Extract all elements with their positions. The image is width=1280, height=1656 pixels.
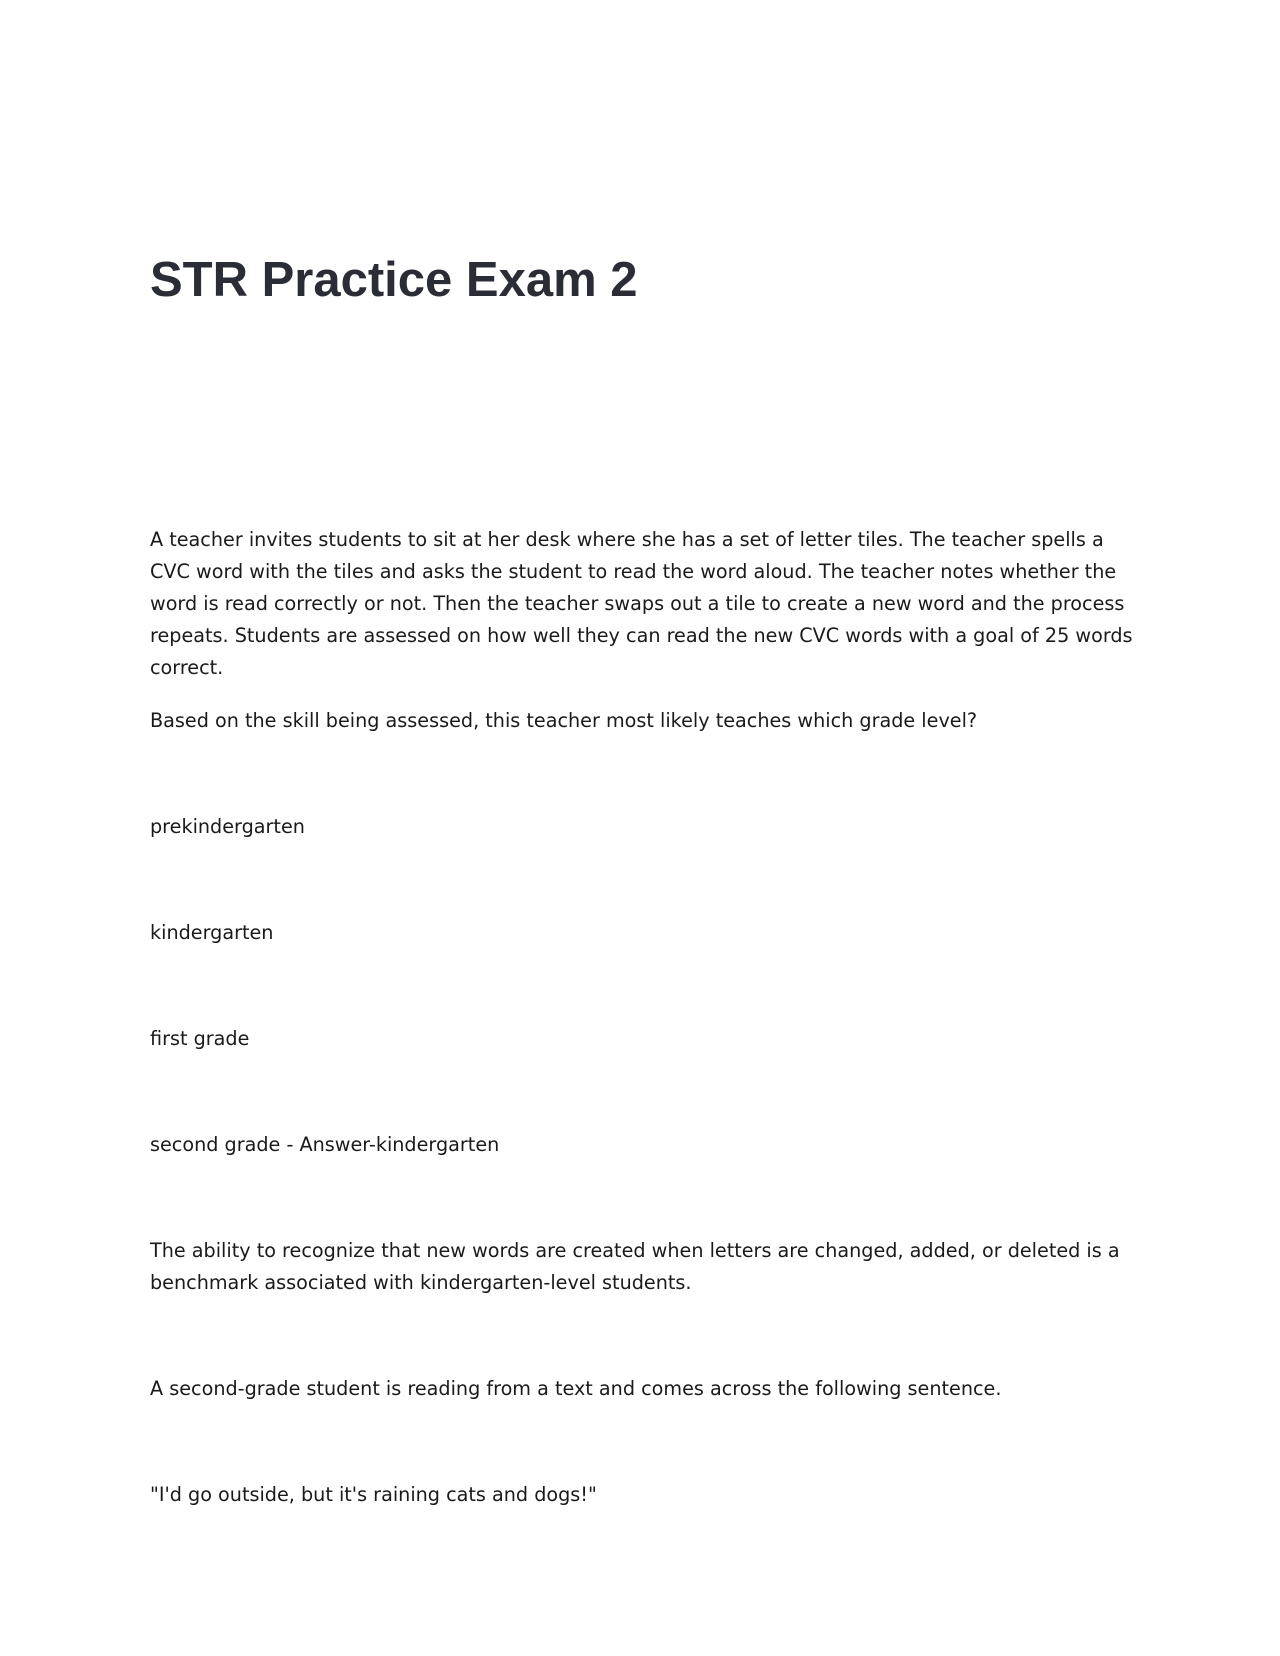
answer-option-kindergarten: kindergarten bbox=[150, 921, 274, 944]
question-1-stem: A teacher invites students to sit at her desk where she has a set of letter tiles. The teacher spells a CVC word with the tiles and asks the student to read the word aloud. The teacher notes whether the word is read correctly or not. Then the teacher swaps out a tile to create a new word and the process repeats. Students are assessed on how well they can read the new CVC words with a goal of 25 words correct. bbox=[150, 528, 1133, 679]
question-2-stem: A second-grade student is reading from a text and comes across the following sentence. bbox=[150, 1377, 1002, 1400]
answer-option-first-grade: first grade bbox=[150, 1027, 250, 1050]
document-title: STR Practice Exam 2 bbox=[150, 253, 638, 307]
question-2-quote: "I'd go outside, but it's raining cats and dogs!" bbox=[150, 1483, 597, 1506]
answer-option-prekindergarten: prekindergarten bbox=[150, 815, 305, 838]
answer-option-second-grade: second grade - Answer-kindergarten bbox=[150, 1133, 500, 1156]
document-body bbox=[150, 524, 1140, 1511]
question-1-explanation: The ability to recognize that new words are created when letters are changed, added, or deleted is a benchmark associated with kindergarten-level students. bbox=[150, 1239, 1120, 1294]
question-1-prompt: Based on the skill being assessed, this teacher most likely teaches which grade level? bbox=[150, 709, 978, 732]
